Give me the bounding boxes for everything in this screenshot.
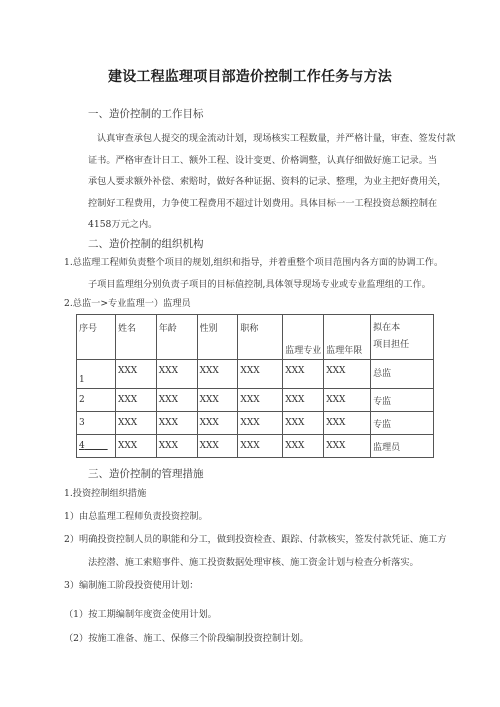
- cell-role: 专监: [371, 389, 434, 412]
- cell-role: 监理员: [371, 435, 434, 458]
- cell-sex: XXX: [197, 389, 238, 412]
- section2-heading: 二、造价控制的组织机构: [88, 238, 204, 250]
- document-title: 建设工程监理项目部造价控制工作任务与方法: [108, 69, 392, 85]
- section3-item3: 3）编制施工阶段投资使用计划：: [64, 580, 199, 591]
- cell-seq: 2: [77, 389, 116, 412]
- cell-major: XXX: [283, 435, 324, 458]
- section3-item2-line2: 法控潜、施工索赔事件、施工投资数据处理审核、施工资金计划与检查分析落实。: [88, 557, 419, 568]
- section3-heading: 三、造价控制的管理措施: [88, 468, 204, 480]
- cell-sex: XXX: [197, 435, 238, 458]
- section1-line-5: 4158万元之内。: [88, 219, 158, 230]
- section1-line-3: 承包人要求额外补偿、索赔时，做好各种证据、资料的记录、整理，为业主把好费用关，: [88, 176, 447, 187]
- header-seq: 序号: [77, 315, 116, 360]
- cell-age: XXX: [156, 435, 197, 458]
- section1-line-2: 证书。严格审查计日工、额外工程、设计变更、价格调整，认真仔细做好施工记录。当: [88, 154, 438, 166]
- cell-years: XXX: [324, 360, 371, 389]
- cell-major: XXX: [283, 360, 324, 389]
- table-row: [77, 389, 434, 412]
- header-role: [371, 315, 434, 360]
- section1-line-4: 控制好工程费用，力争使工程费用不超过计划费用。具体目标一一工程投资总额控制在: [88, 197, 438, 209]
- cell-role: 专监: [371, 412, 434, 435]
- cell-sex: XXX: [197, 360, 238, 389]
- cell-years: XXX: [324, 435, 371, 458]
- cell-age: XXX: [156, 360, 197, 389]
- cell-seq: 3: [77, 412, 116, 435]
- cell-name: XXX: [115, 389, 156, 412]
- section3-item2-line1: 2）明确投资控制人员的职能和分工，做到投资检查、跟踪、付款核实，签发付款凭证、施工方: [64, 534, 447, 545]
- section2-item2: 2.总监一>专业监理一）监理员: [64, 298, 191, 309]
- staff-table: [76, 314, 434, 458]
- section3-item3-a: （1）按工期编制年度资金使用计划。: [64, 609, 217, 620]
- header-sex: 性别: [197, 315, 238, 360]
- table-row: [77, 435, 434, 458]
- cell-years: XXX: [324, 412, 371, 435]
- table-row: [77, 412, 434, 435]
- cell-title: XXX: [238, 389, 283, 412]
- section1-heading: 一、造价控制的工作目标: [88, 108, 204, 120]
- cell-years: XXX: [324, 389, 371, 412]
- cell-role: 总监: [371, 360, 434, 389]
- section3-sub1: 1.投资控制组织措施: [64, 488, 147, 499]
- header-title: 职称: [238, 315, 283, 360]
- header-age: 年龄: [156, 315, 197, 360]
- section3-item1: 1）由总监理工程师负责投资控制。: [64, 511, 208, 522]
- section1-paragraph: [88, 128, 458, 236]
- section3-item3-b: （2）按施工准备、施工、保修三个阶段编制投资控制计划。: [64, 633, 309, 644]
- header-role-line2: 项目担任: [373, 340, 410, 350]
- header-role-line1: 拟在本: [373, 323, 401, 333]
- section1-line-1: 认真审查承包人提交的现金流动计划，现场核实工程数量，并严格计量，审查、签发付款: [97, 133, 456, 144]
- section2-item1-cont: 子项目监理组分别负责子项目的目标值控制,具体领导现场专业或专业监理组的工作。: [88, 279, 431, 290]
- cell-seq: 1: [77, 360, 116, 389]
- header-name: 姓名: [115, 315, 156, 360]
- header-years: 监理年限: [324, 315, 371, 360]
- table-row: [77, 360, 434, 389]
- table-header-row: [77, 315, 434, 360]
- cell-seq: [77, 435, 116, 458]
- cell-title: XXX: [238, 412, 283, 435]
- cell-title: XXX: [238, 360, 283, 389]
- cell-name: XXX: [115, 412, 156, 435]
- section2-item1: 1.总监理工程师负责整个项目的规划,组织和指导，并着重整个项目范围内各方面的协调工作。: [64, 257, 444, 268]
- cell-name: XXX: [115, 435, 156, 458]
- cell-sex: XXX: [197, 412, 238, 435]
- cell-major: XXX: [283, 412, 324, 435]
- cell-name: XXX: [115, 360, 156, 389]
- cell-seq-text: 4: [79, 441, 85, 451]
- header-major: 监理专业: [283, 315, 324, 360]
- cell-major: XXX: [283, 389, 324, 412]
- cell-title: XXX: [238, 435, 283, 458]
- cell-age: XXX: [156, 389, 197, 412]
- cell-age: XXX: [156, 412, 197, 435]
